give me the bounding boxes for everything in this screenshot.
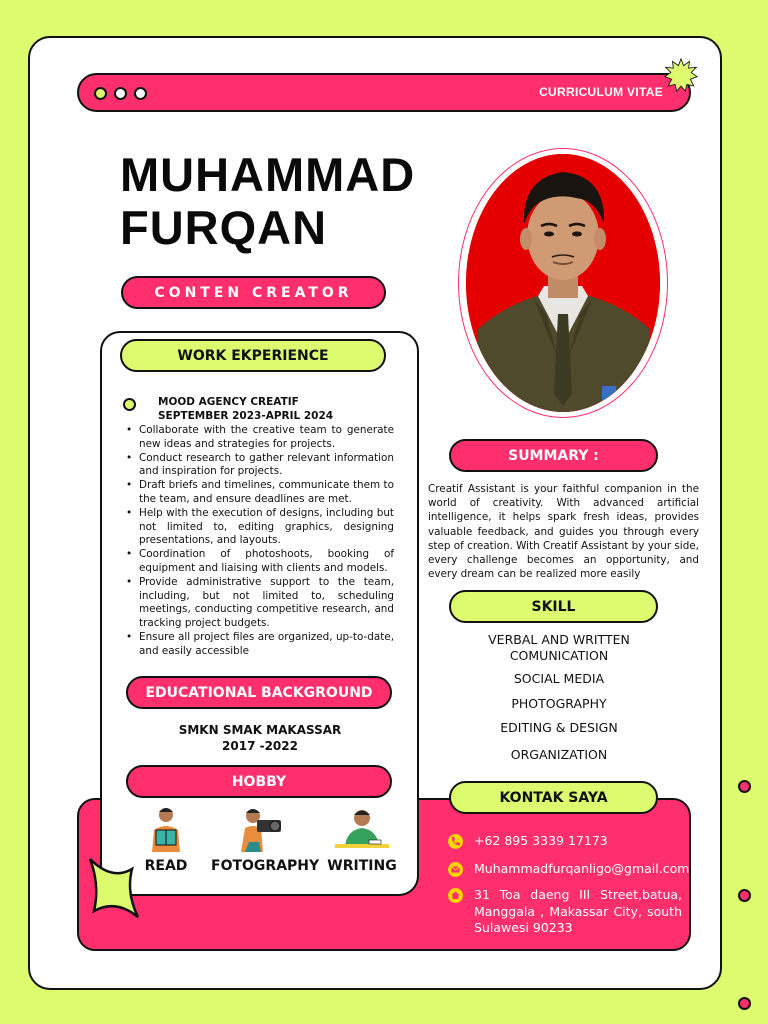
job-duties-list	[123, 424, 394, 659]
full-name	[120, 148, 480, 254]
skill-item: SOCIAL MEDIA	[513, 671, 605, 686]
job-header	[158, 395, 333, 423]
header-dot-white	[134, 87, 147, 100]
contact-email-text: Muhammadfurqanligo@gmail.com	[474, 861, 690, 876]
decorative-dot	[738, 997, 751, 1010]
skill-item: PHOTOGRAPHY	[511, 696, 607, 711]
education-entry	[150, 722, 370, 754]
decorative-dot	[738, 889, 751, 902]
portrait-image	[466, 154, 660, 412]
skill-item: ORGANIZATION	[510, 747, 608, 762]
hobby-title: HOBBY	[126, 765, 392, 798]
duty-item: • Collaborate with the creative team to generate new ideas and strategies for projects.	[123, 424, 394, 452]
header-dot-white	[114, 87, 127, 100]
contact-address-text: 31 Toa daeng III Street,batua, Manggala , Makassar City, south Sulawesi 90233	[474, 887, 682, 935]
hobby-writing	[312, 806, 412, 874]
email-icon	[448, 862, 463, 877]
phone-icon	[448, 834, 463, 849]
job-period: SEPTEMBER 2023-APRIL 2024	[158, 410, 334, 422]
education-title: EDUCATIONAL BACKGROUND	[126, 676, 392, 709]
skill-item: VERBAL AND WRITTEN COMUNICATION	[488, 632, 630, 663]
photographer-icon	[231, 806, 291, 854]
role-badge: CONTEN CREATOR	[121, 276, 386, 309]
home-icon	[448, 888, 463, 903]
reading-person-icon	[140, 806, 192, 854]
header-dot-green	[94, 87, 107, 100]
last-name: FURQAN	[120, 201, 328, 254]
duty-item: • Provide administrative support to the team, including, but not limited to, scheduling meetings, conducting competitive research, and tracking project budgets.	[123, 576, 394, 631]
job-company: MOOD AGENCY CREATIF	[158, 396, 299, 408]
skill-title: SKILL	[449, 590, 658, 623]
contact-address	[448, 887, 684, 937]
hobby-label: FOTOGRAPHY	[211, 858, 320, 874]
hobby-label: READ	[144, 858, 188, 874]
duty-item: • Help with the execution of designs, including but not limited to, editing graphics, designing presentations, and layouts.	[123, 507, 394, 548]
education-years: 2017 -2022	[222, 739, 298, 753]
contact-title: KONTAK SAYA	[449, 781, 658, 814]
duty-item: • Draft briefs and timelines, communicate them to the team, and ensure deadlines are met.	[123, 479, 394, 507]
decorative-dot	[738, 780, 751, 793]
summary-text: Creatif Assistant is your faithful companion in the world of creativity. With advanced artificial intelligence, it helps spark fresh ideas, provides valuable feedback, and guides you through every step of creation. With Creatif Assistant by your side, every challenge becomes an opportunity, and every dream can be realized more easily	[428, 483, 699, 581]
cv-label: CURRICULUM VITAE	[539, 85, 663, 99]
summary-title: SUMMARY :	[449, 439, 658, 472]
work-experience-title: WORK EKPERIENCE	[120, 339, 386, 372]
first-name: MUHAMMAD	[120, 148, 416, 201]
hobby-fotography	[211, 806, 320, 874]
decorative-sparkle-icon	[86, 855, 142, 925]
contact-phone[interactable]	[448, 833, 688, 850]
duty-item: • Ensure all project files are organized, up-to-date, and easily accessible	[123, 631, 394, 659]
starburst-icon	[664, 58, 698, 92]
duty-item: • Coordination of photoshoots, booking of equipment and liaising with clients and models.	[123, 548, 394, 576]
skill-item: EDITING & DESIGN	[500, 720, 618, 735]
contact-email[interactable]	[448, 861, 688, 878]
cv-header-bar	[77, 73, 691, 112]
contact-phone-text: +62 895 3339 17173	[474, 833, 608, 848]
profile-photo	[466, 154, 660, 412]
writing-person-icon	[329, 806, 395, 854]
education-school: SMKN SMAK MAKASSAR	[178, 723, 342, 737]
hobby-label: WRITING	[327, 858, 397, 874]
duty-item: • Conduct research to gather relevant information and inspiration for projects.	[123, 452, 394, 480]
job-bullet-dot	[123, 398, 136, 411]
